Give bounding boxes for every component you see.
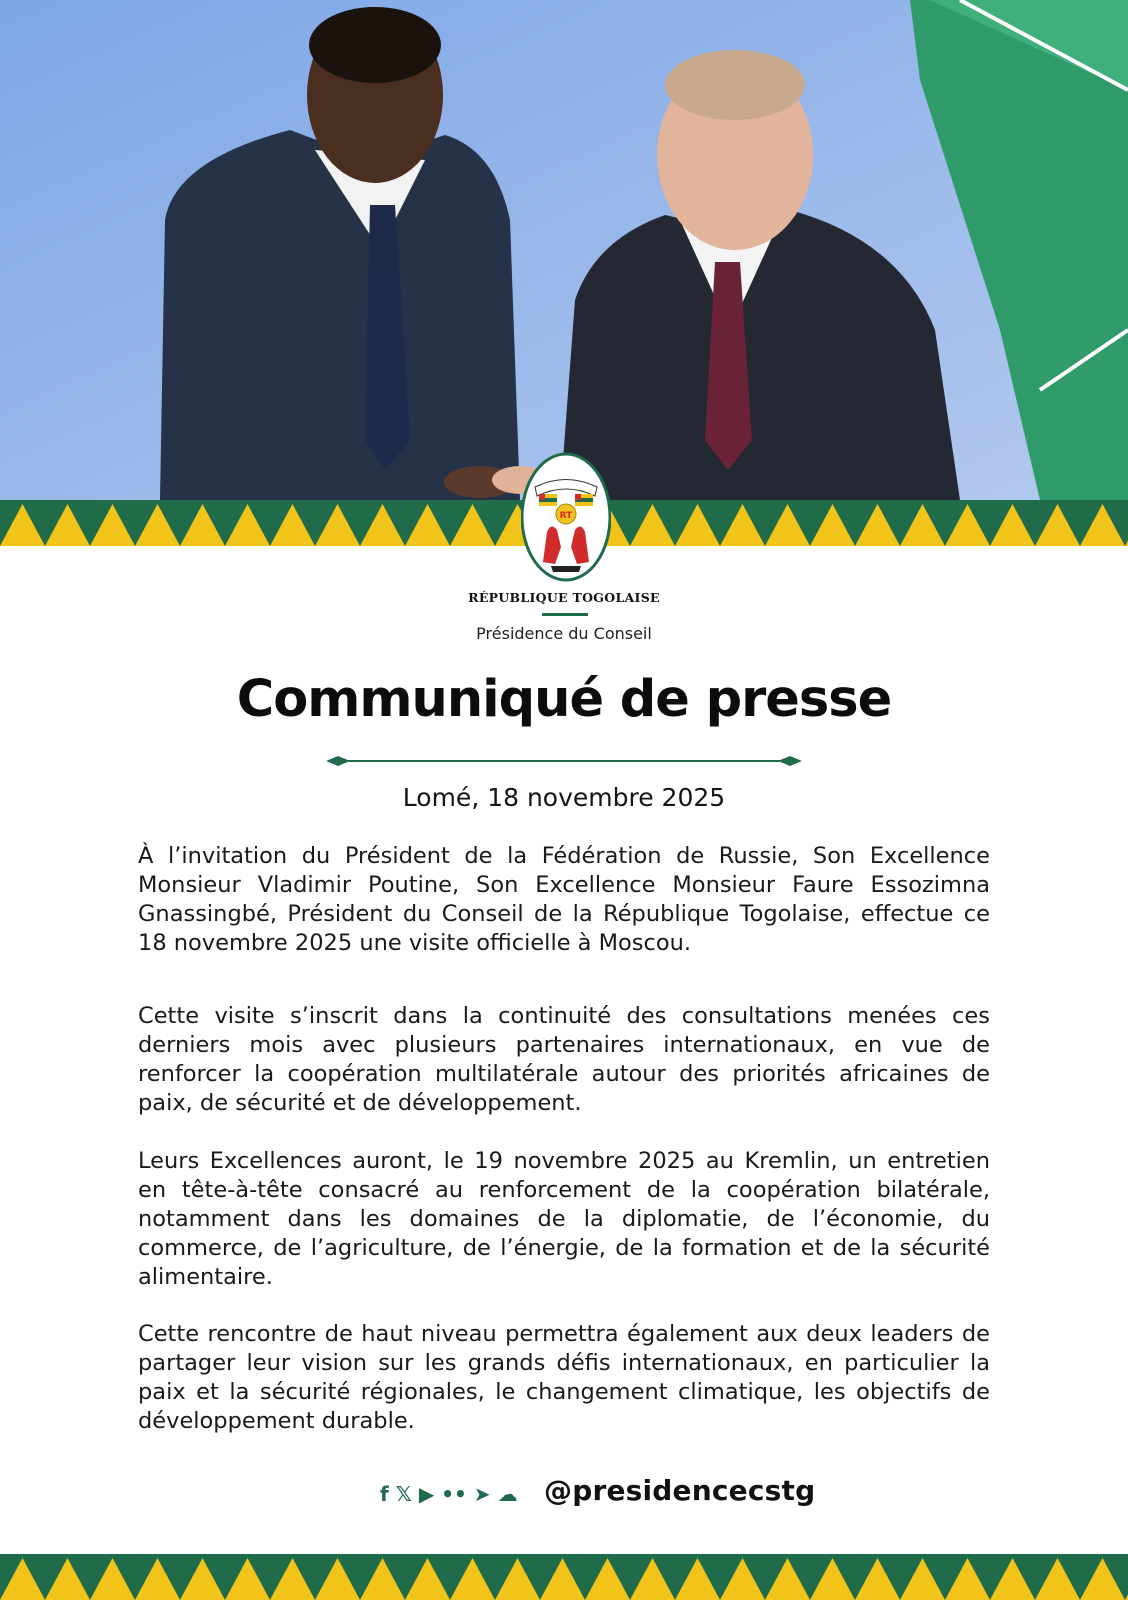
title-divider	[326, 752, 802, 770]
bottom-pattern-band	[0, 1554, 1128, 1600]
document-title: Communiqué de presse	[236, 670, 892, 729]
republic-name: RÉPUBLIQUE TOGOLAISE	[468, 590, 660, 605]
leaders-handshake-image	[0, 0, 1128, 500]
flickr-icon[interactable]: ••	[441, 1482, 467, 1506]
dateline: Lomé, 18 novembre 2025	[402, 783, 726, 812]
youtube-icon[interactable]: ▶	[418, 1482, 435, 1506]
paragraph-2: Cette visite s’inscrit dans la continuité des consultations menées ces derniers mois avec plusieurs partenaires internationaux, en vue de renforcer la coopération multilatérale autour des priorités africaines de paix, de sécurité et de développement.	[138, 1003, 990, 1116]
social-handle[interactable]: @presidencecstg	[544, 1474, 816, 1507]
paragraph-4: Cette rencontre de haut niveau permettra également aux deux leaders de partager leur vision sur les grands défis internationaux, en particulier la paix et la sécurité régionales, le changement climatique, les objectifs de développement durable.	[138, 1321, 990, 1434]
soundcloud-icon[interactable]: ☁	[497, 1482, 518, 1506]
telegram-icon[interactable]: ➤	[473, 1482, 491, 1506]
paragraph-1: À l’invitation du Président de la Fédération de Russie, Son Excellence Monsieur Vladimir Poutine, Son Excellence Monsieur Faure Essozimna Gnassingbé, Président du Conseil de la République Togolaise, effectue ce 18 novembre 2025 une visite officielle à Moscou.	[138, 843, 990, 956]
header-photo	[0, 0, 1128, 500]
paragraph-3: Leurs Excellences auront, le 19 novembre 2025 au Kremlin, un entretien en tête-à-tête consacré au renforcement de la coopération bilatérale, notamment dans les domaines de la diplomatie, de l’économie, du commerce, de l’agriculture, de l’énergie, de la formation et de la sécurité alimentaire.	[138, 1148, 990, 1290]
x-icon[interactable]: 𝕏	[395, 1482, 412, 1506]
emblem-initials: RT	[559, 511, 573, 521]
facebook-icon[interactable]: f	[380, 1482, 389, 1506]
office-name: Présidence du Conseil	[476, 624, 652, 643]
republic-divider	[542, 613, 588, 616]
social-links	[380, 1476, 518, 1512]
republic-emblem-icon	[521, 452, 611, 582]
